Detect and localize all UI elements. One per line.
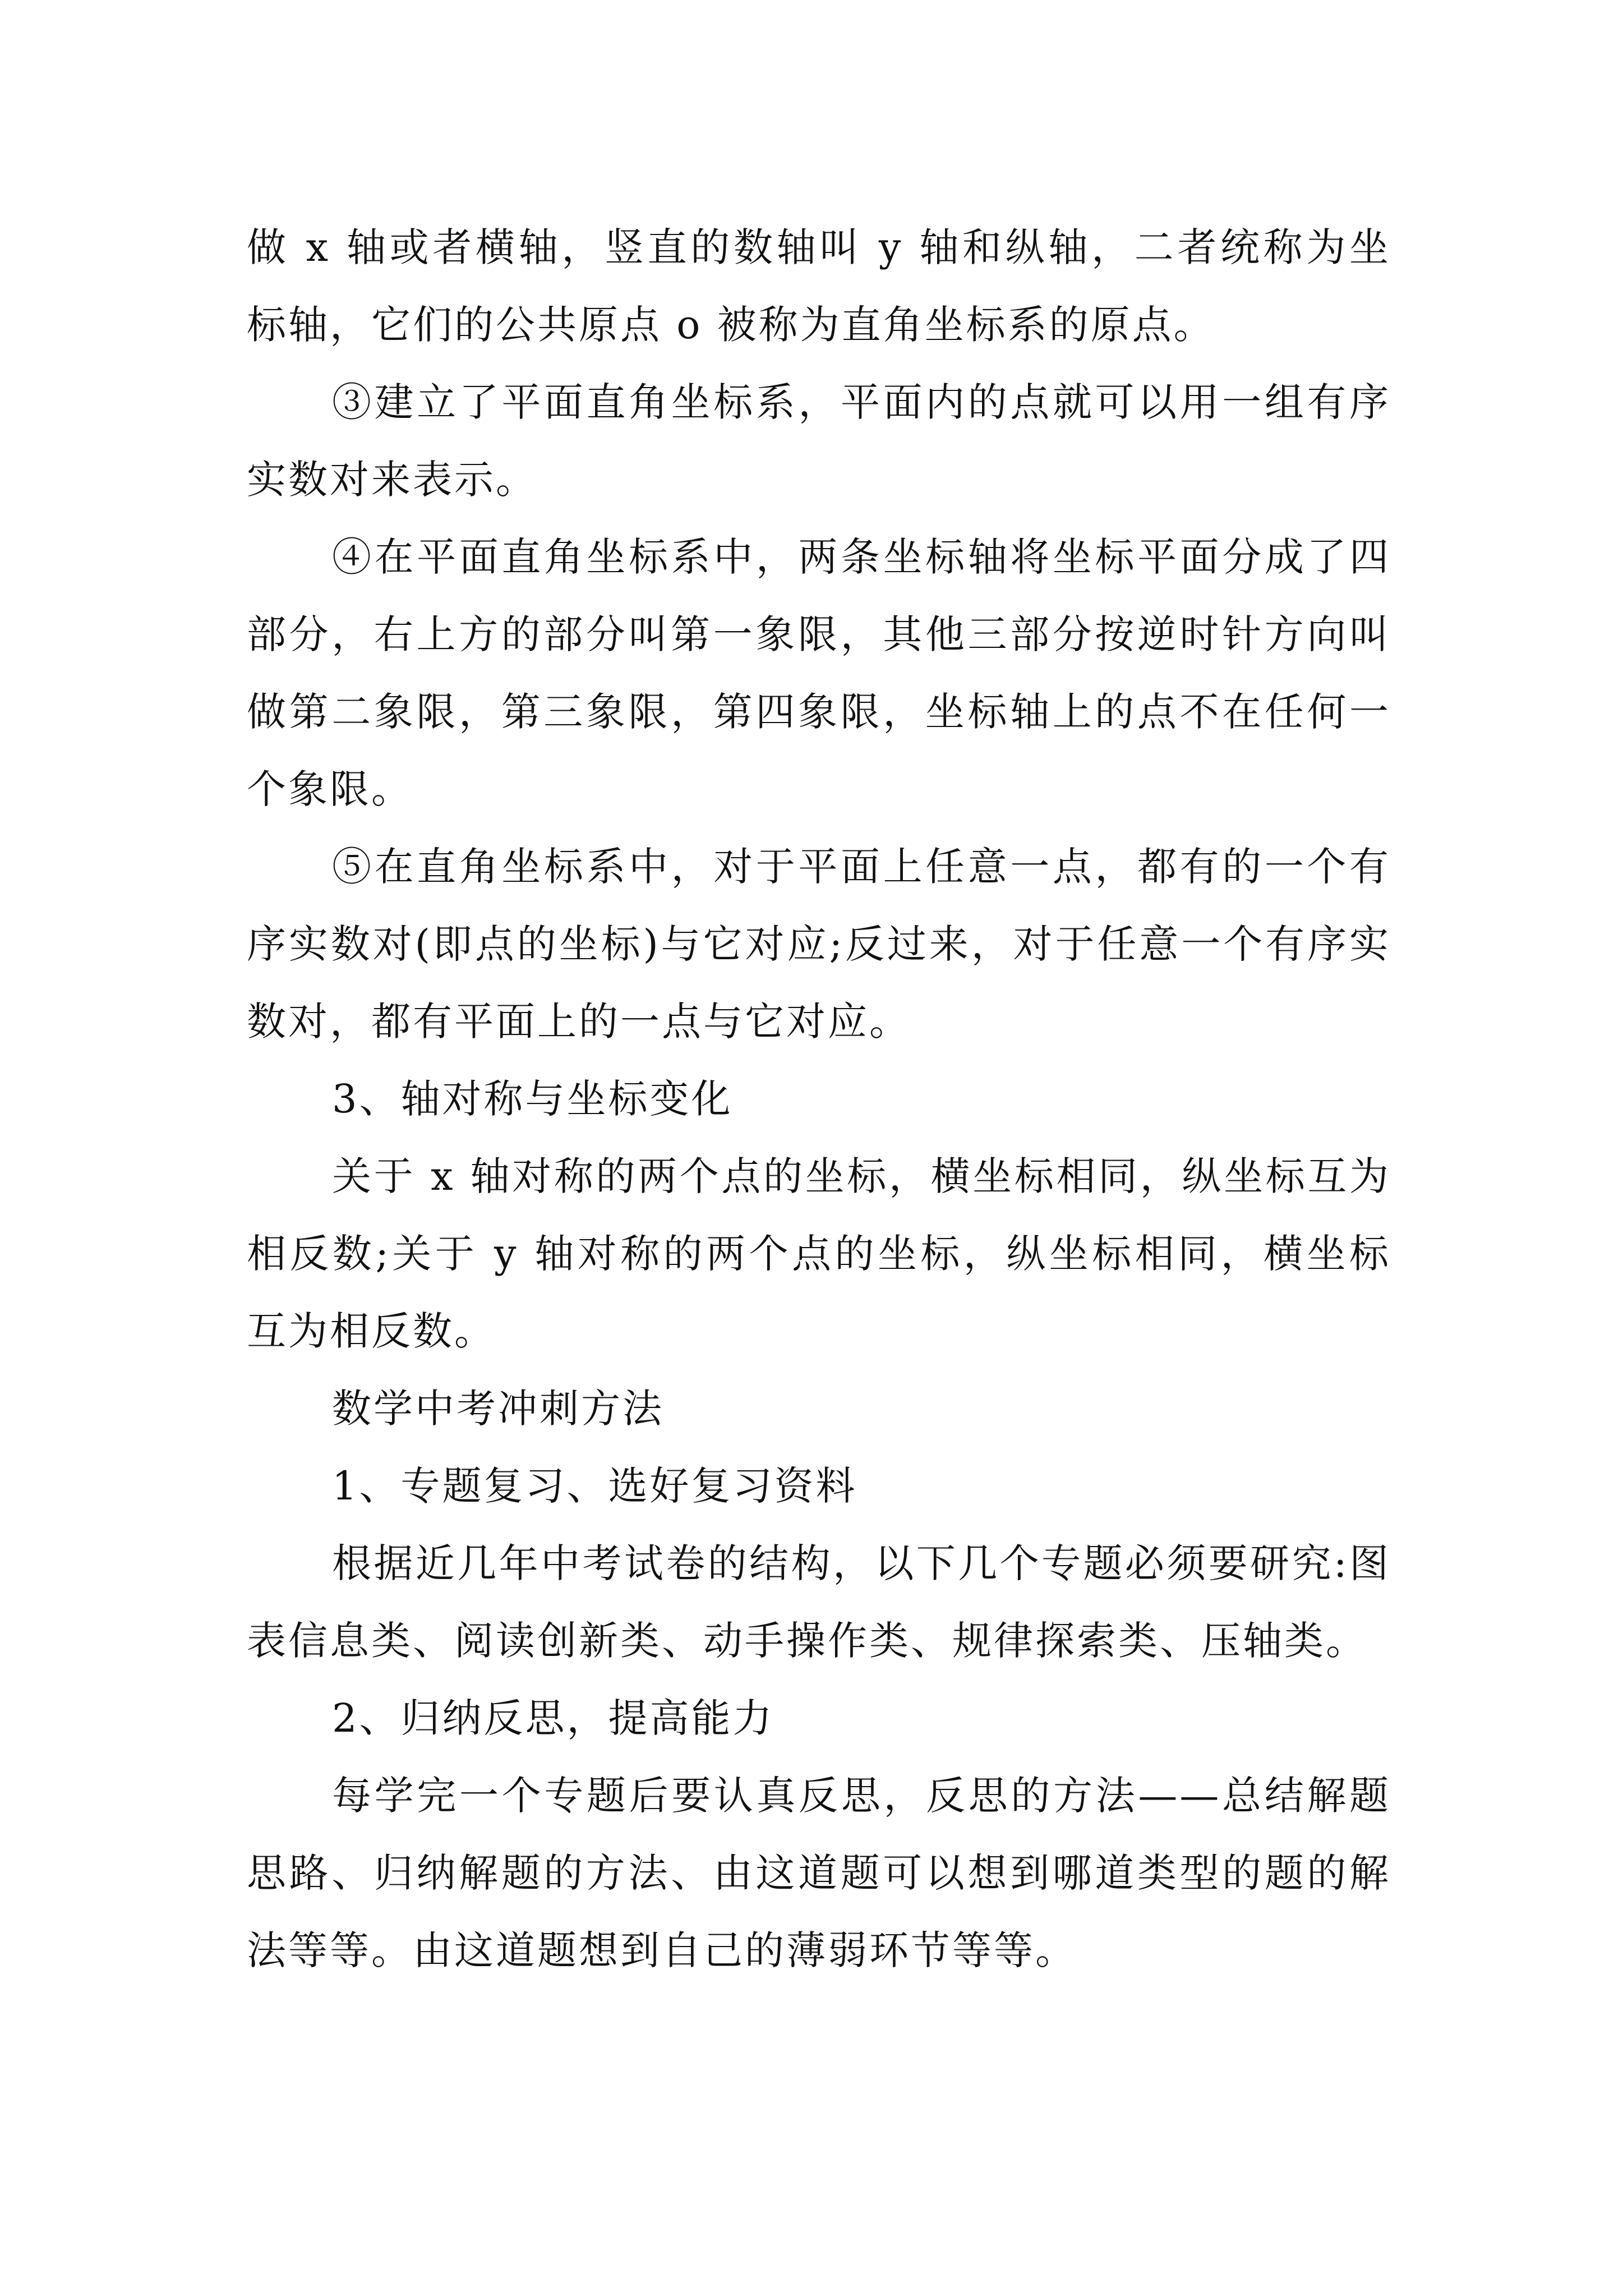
section-heading-reflection: 2、归纳反思，提高能力 <box>332 1695 774 1741</box>
section-heading-symmetry: 3、轴对称与坐标变化 <box>332 1076 733 1122</box>
section-heading-topic-review: 1、专题复习、选好复习资料 <box>332 1463 857 1509</box>
paragraph-ordered-pairs: ③建立了平面直角坐标系，平面内的点就可以用一组有序实数对来表示。 <box>247 379 1391 503</box>
paragraph-reflection-method: 每学完一个专题后要认真反思，反思的方法——总结解题思路、归纳解题的方法、由这道题可以想到哪道类型的题的解法等等。由这道题想到自己的薄弱环节等等。 <box>247 1773 1391 1973</box>
document-body <box>247 209 1391 1989</box>
paragraph-symmetry-rules: 关于 x 轴对称的两个点的坐标，横坐标相同，纵坐标互为相反数;关于 y 轴对称的两个点的坐标，纵坐标相同，横坐标互为相反数。 <box>247 1153 1391 1354</box>
paragraph-correspondence: ⑤在直角坐标系中，对于平面上任意一点，都有的一个有序实数对(即点的坐标)与它对应;反过来，对于任意一个有序实数对，都有平面上的一点与它对应。 <box>247 844 1391 1045</box>
section-heading-exam-methods: 数学中考冲刺方法 <box>332 1386 664 1432</box>
paragraph-axes-definition: 做 x 轴或者横轴，竖直的数轴叫 y 轴和纵轴，二者统称为坐标轴，它们的公共原点 o 被称为直角坐标系的原点。 <box>247 224 1391 348</box>
paragraph-topic-list: 根据近几年中考试卷的结构，以下几个专题必须要研究:图表信息类、阅读创新类、动手操作类、规律探索类、压轴类。 <box>247 1540 1391 1664</box>
paragraph-quadrants: ④在平面直角坐标系中，两条坐标轴将坐标平面分成了四部分，右上方的部分叫第一象限，其他三部分按逆时针方向叫做第二象限，第三象限，第四象限，坐标轴上的点不在任何一个象限。 <box>247 534 1391 812</box>
